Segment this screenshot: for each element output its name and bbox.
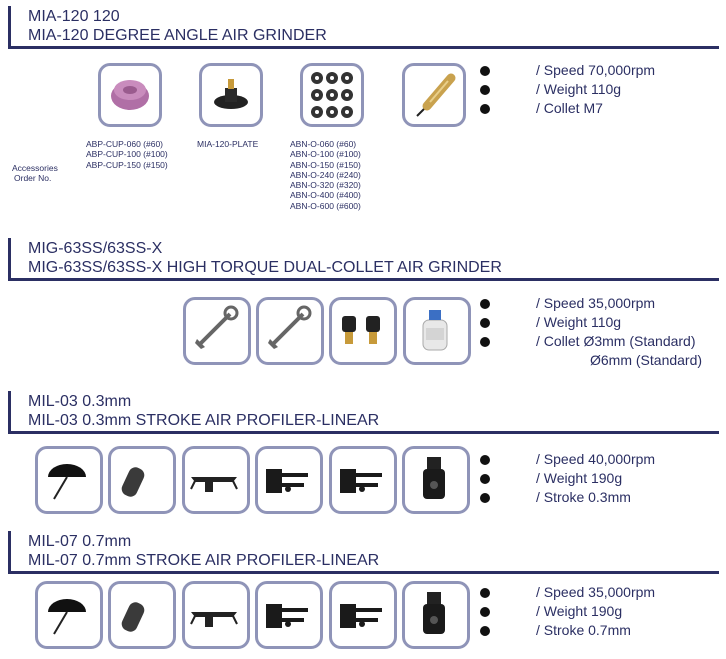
round-pad-icon [38, 449, 96, 507]
spec-text: / Speed 70,000rpm [536, 62, 656, 78]
bullet-icon [480, 85, 490, 95]
angle-grinder-tool-icon [405, 66, 463, 124]
caption-line: MIA-120-PLATE [197, 139, 259, 149]
model-title: MIA-120 DEGREE ANGLE AIR GRINDER [28, 27, 327, 44]
caption-plate [197, 139, 258, 149]
model-code: MIG-63SS/63SS-X [28, 240, 163, 257]
bullet-icon [480, 337, 490, 347]
model-code: MIL-03 0.3mm [28, 393, 132, 410]
product-tile-holder[interactable] [182, 581, 250, 649]
spec-text: / Speed 40,000rpm [536, 451, 656, 467]
rubber-sleeve-icon [111, 584, 169, 642]
product-tile-holder[interactable] [182, 446, 250, 514]
product-tile-discs[interactable] [300, 63, 364, 127]
section-header-mia120 [8, 6, 719, 49]
caption-line: ABN-O-100 (#100) [290, 149, 361, 160]
bullet-icon [480, 104, 490, 114]
section-header-mil07 [8, 531, 719, 574]
spec-text: / Speed 35,000rpm [536, 295, 656, 311]
coupling-icon [405, 449, 463, 507]
bullet-icon [480, 318, 490, 328]
caption-line: ABP-CUP-150 (#150) [86, 159, 168, 170]
product-tile-stroke-head-2[interactable] [329, 446, 397, 514]
oil-bottle-icon [406, 300, 464, 358]
spec-text: / Weight 110g [536, 81, 622, 97]
caption-line: ABP-CUP-060 (#60) [86, 139, 164, 149]
product-tile-sleeve[interactable] [108, 446, 176, 514]
bullet-icon [480, 626, 490, 636]
accessories-label [12, 163, 58, 184]
section-header-mig63ss [8, 238, 719, 281]
product-tile-abrasive-cup[interactable] [98, 63, 162, 127]
product-tile-wrench[interactable] [183, 297, 251, 365]
spec-text: / Speed 35,000rpm [536, 584, 656, 600]
model-title: MIL-07 0.7mm STROKE AIR PROFILER-LINEAR [28, 552, 380, 569]
caption-discs [290, 139, 361, 211]
product-tile-stroke-head-2[interactable] [329, 581, 397, 649]
product-tile-sleeve[interactable] [108, 581, 176, 649]
caption-line: ABP-CUP-100 (#100) [86, 149, 168, 160]
order-no-label-line: Order No. [14, 173, 52, 184]
abrasive-discs-icon [303, 66, 361, 124]
spec-text: / Weight 190g [536, 470, 623, 486]
bullet-icon [480, 299, 490, 309]
product-tile-plate[interactable] [199, 63, 263, 127]
caption-line: ABN-O-400 (#400) [290, 190, 361, 201]
product-tile-wrench-2[interactable] [256, 297, 324, 365]
caption-line: ABN-O-060 (#60) [290, 139, 357, 149]
product-tile-oil[interactable] [403, 297, 471, 365]
stroke-head-icon [332, 449, 390, 507]
spec-text: / Stroke 0.3mm [536, 489, 631, 505]
wrench-icon [186, 300, 244, 358]
product-tile-grinder[interactable] [402, 63, 466, 127]
wrench-icon [259, 300, 317, 358]
bullet-icon [480, 66, 490, 76]
rubber-sleeve-icon [111, 449, 169, 507]
spec-text: / Collet M7 [536, 100, 603, 116]
bullet-icon [480, 588, 490, 598]
caption-line: ABN-O-600 (#600) [290, 200, 361, 211]
spec-item-extra [590, 352, 702, 368]
model-title: MIG-63SS/63SS-X HIGH TORQUE DUAL-COLLET AIR GRINDER [28, 259, 502, 276]
caption-line: ABN-O-150 (#150) [290, 159, 361, 170]
spec-text: / Weight 110g [536, 314, 622, 330]
product-tile-stroke-head[interactable] [255, 581, 323, 649]
spec-text: / Collet Ø3mm (Standard) [536, 333, 696, 349]
model-title: MIL-03 0.3mm STROKE AIR PROFILER-LINEAR [28, 412, 380, 429]
stroke-head-icon [332, 584, 390, 642]
product-tile-pad[interactable] [35, 581, 103, 649]
accessories-label-line: Accessories [12, 163, 58, 173]
file-holder-icon [185, 584, 243, 642]
bullet-icon [480, 474, 490, 484]
abrasive-cup-icon [101, 66, 159, 124]
model-code: MIL-07 0.7mm [28, 533, 132, 550]
spec-text: Ø6mm (Standard) [590, 352, 703, 368]
product-tile-collets[interactable] [329, 297, 397, 365]
bullet-icon [480, 607, 490, 617]
bullet-icon [480, 455, 490, 465]
coupling-icon [405, 584, 463, 642]
product-tile-stroke-head[interactable] [255, 446, 323, 514]
stroke-head-icon [258, 449, 316, 507]
caption-abrasive-cup [86, 139, 168, 170]
spec-text: / Stroke 0.7mm [536, 622, 631, 638]
section-header-mil03 [8, 391, 719, 434]
product-tile-coupling[interactable] [402, 446, 470, 514]
caption-line: ABN-O-240 (#240) [290, 169, 361, 180]
file-holder-icon [185, 449, 243, 507]
model-code: MIA-120 120 [28, 8, 120, 25]
round-pad-icon [38, 584, 96, 642]
bullet-icon [480, 493, 490, 503]
sanding-plate-icon [202, 66, 260, 124]
stroke-head-icon [258, 584, 316, 642]
caption-line: ABN-O-320 (#320) [290, 180, 361, 191]
spec-text: / Weight 190g [536, 603, 623, 619]
collet-pair-icon [332, 300, 390, 358]
product-tile-coupling[interactable] [402, 581, 470, 649]
product-tile-pad[interactable] [35, 446, 103, 514]
